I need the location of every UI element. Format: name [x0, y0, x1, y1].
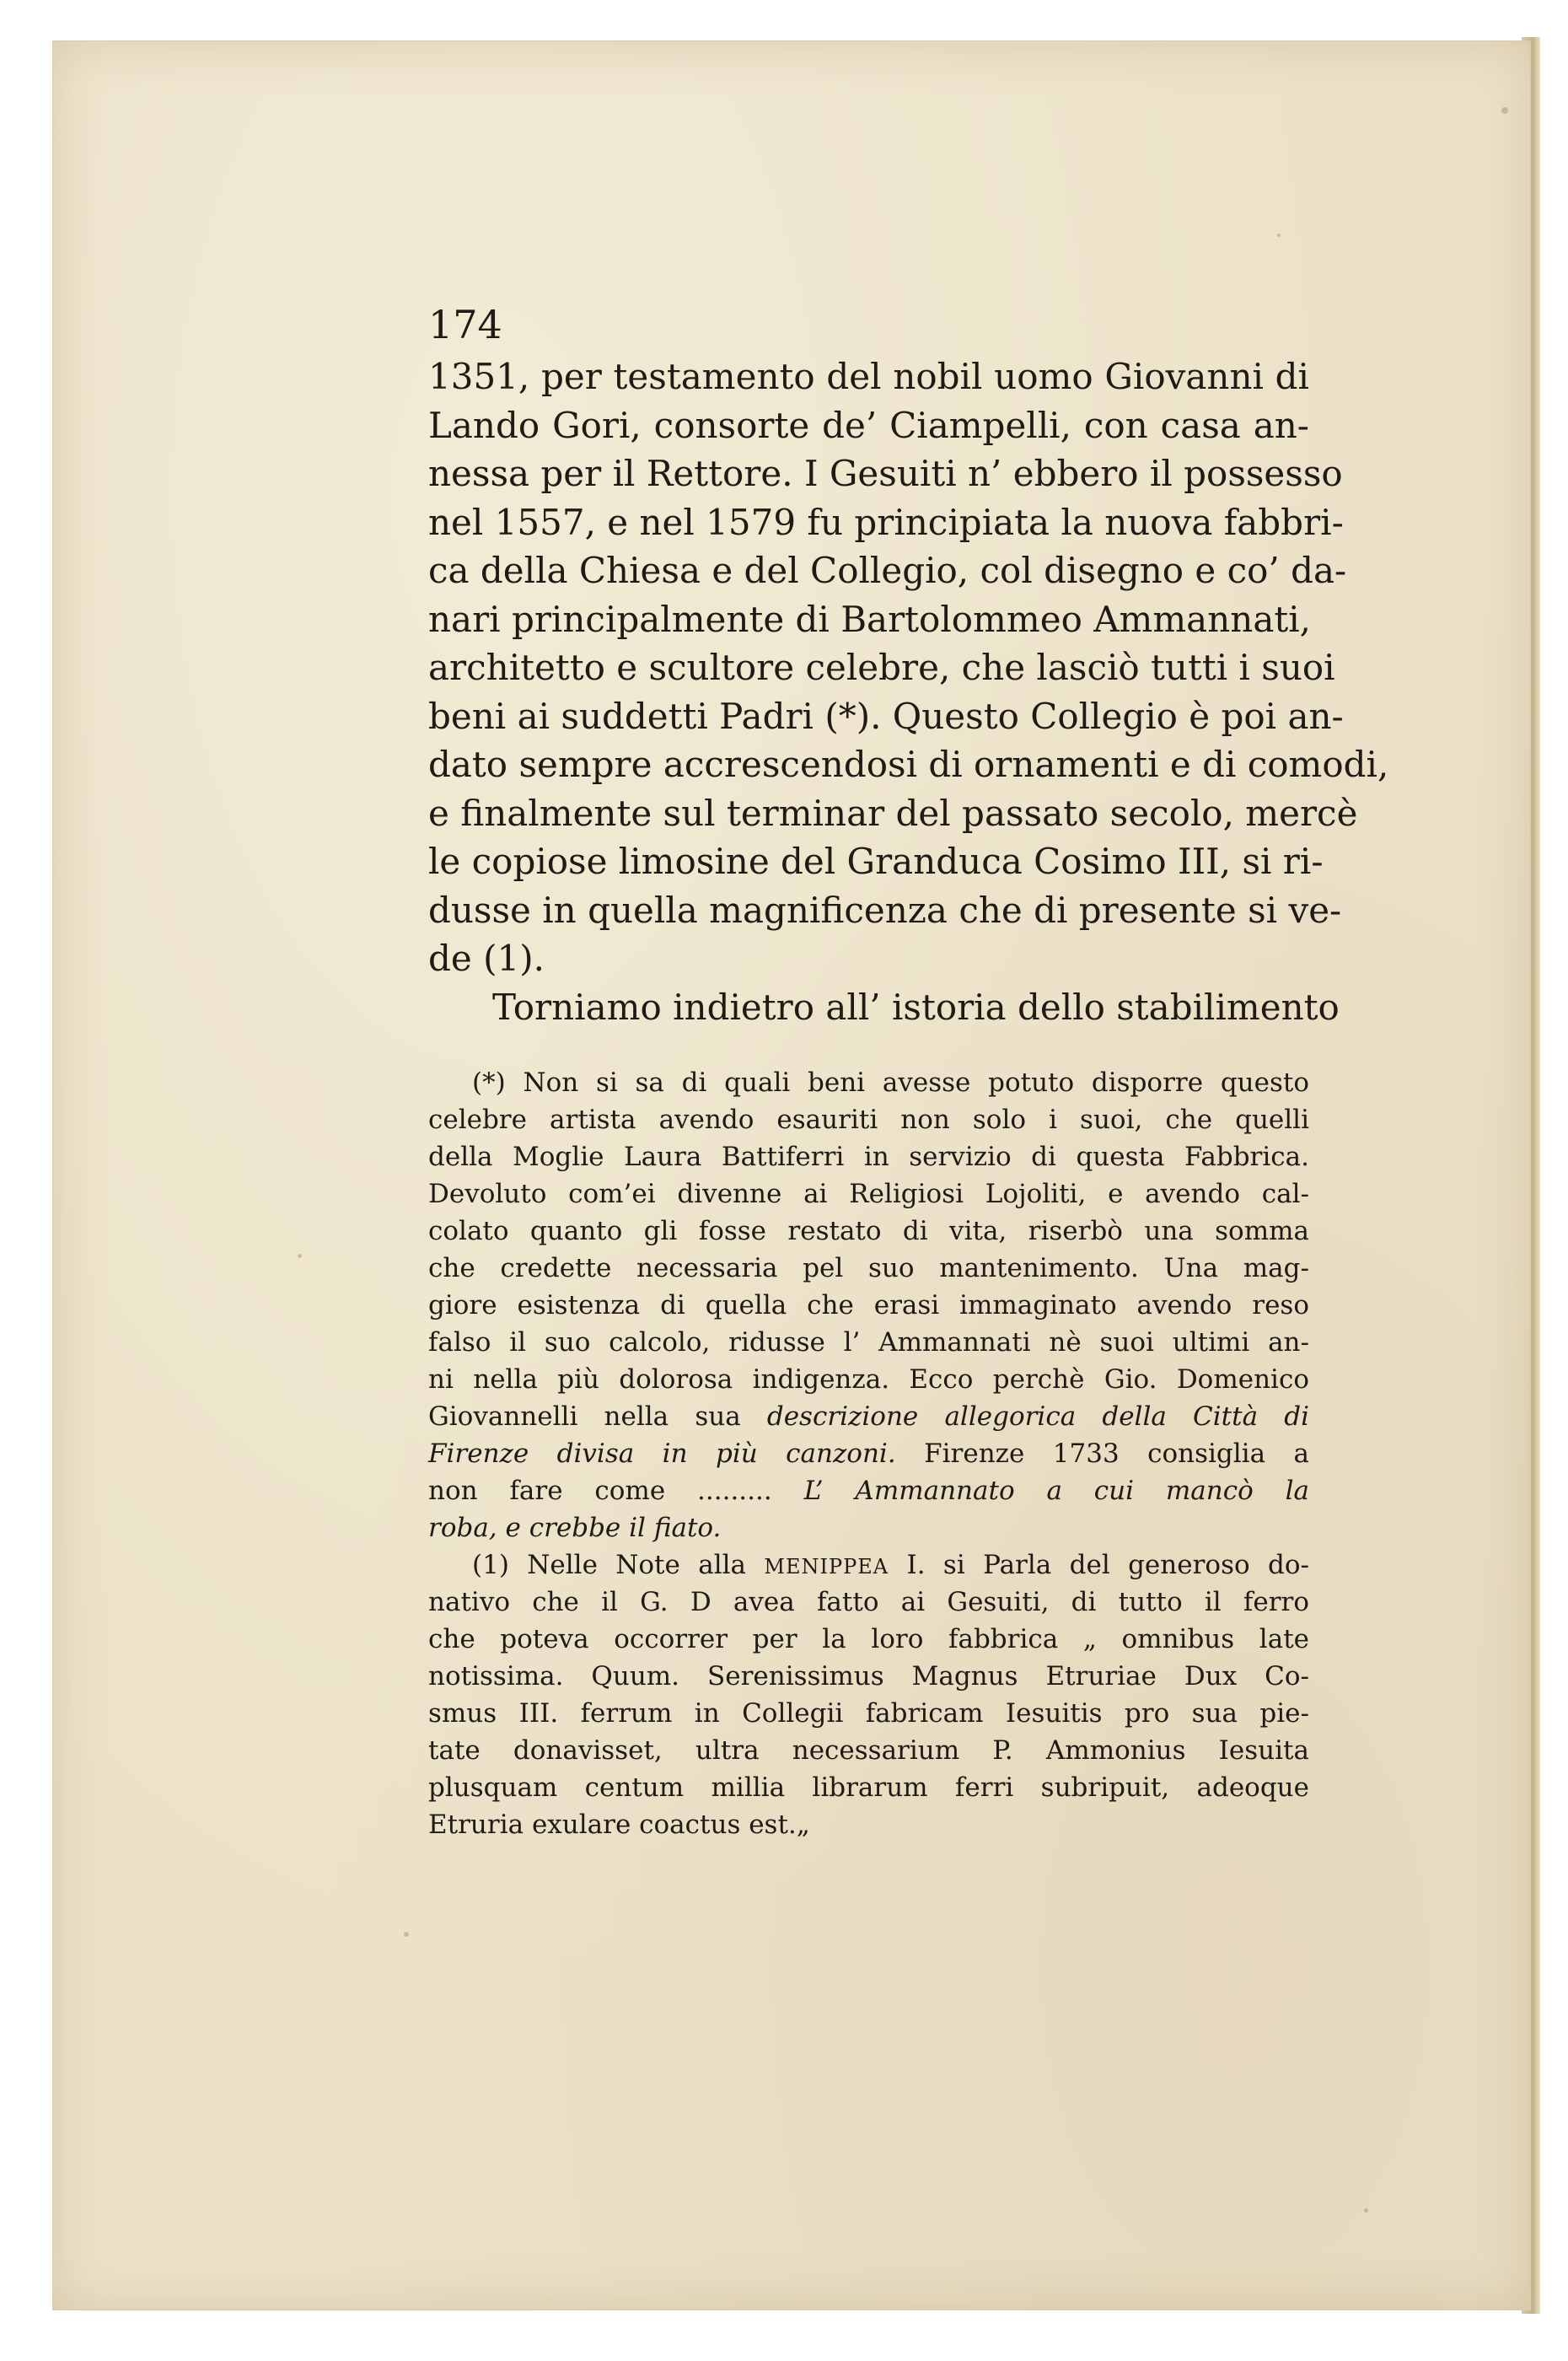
body-line: Torniamo indietro all’ istoria dello stabilimento: [492, 986, 1340, 1028]
body-line: e finalmente sul terminar del passato secolo, mercè: [428, 792, 1358, 834]
footnote-line: che credette necessaria pel suo mantenimento. Una mag-: [428, 1253, 1309, 1283]
footnote-line: [428, 1435, 1309, 1472]
footnote-text: non fare come .........: [428, 1476, 772, 1506]
foxing-spot: [1277, 234, 1281, 237]
foxing-spot: [1501, 107, 1508, 114]
footnote-text: (1) Nelle Note alla: [472, 1550, 747, 1580]
footnote-line: nativo che il G. D avea fatto ai Gesuiti, di tutto il ferro: [428, 1587, 1309, 1617]
footnote-text: Giovannelli nella sua: [428, 1401, 741, 1432]
body-line: nessa per il Rettore. I Gesuiti n’ ebbero il possesso: [428, 453, 1343, 494]
foxing-spot: [1364, 2208, 1368, 2213]
work-name: MENIPPEA: [764, 1555, 889, 1578]
footnote-line: (*) Non si sa di quali beni avesse potuto disporre questo: [472, 1068, 1309, 1098]
foxing-spot: [404, 1932, 409, 1937]
footnote-line: [428, 1472, 1309, 1509]
footnotes: [428, 1064, 1309, 1843]
body-line: nari principalmente di Bartolommeo Ammannati,: [428, 598, 1312, 640]
footnote-line: colato quanto gli fosse restato di vita, riserbò una somma: [428, 1216, 1309, 1246]
work-title: descrizione allegorica della Città di: [766, 1401, 1309, 1432]
foxing-spot: [298, 1254, 302, 1258]
body-line: le copiose limosine del Granduca Cosimo III, si ri-: [428, 841, 1324, 882]
footnote-line: ni nella più dolorosa indigenza. Ecco perchè Gio. Domenico: [428, 1364, 1309, 1395]
footnote-text: I. si Parla del generoso do-: [906, 1550, 1309, 1580]
page-number: 174: [428, 302, 502, 347]
work-title: Firenze divisa in più canzoni.: [428, 1439, 896, 1469]
body-line: dusse in quella magnificenza che di presente si ve-: [428, 889, 1342, 931]
body-line: Lando Gori, consorte de’ Ciampelli, con casa an-: [428, 404, 1309, 446]
body-line: de (1).: [428, 938, 545, 979]
footnote-line: smus III. ferrum in Collegii fabricam Iesuitis pro sua pie-: [428, 1698, 1309, 1729]
body-text: [428, 352, 1389, 1031]
body-line: dato sempre accrescendosi di ornamenti e di comodi,: [428, 744, 1389, 785]
footnote-line: giore esistenza di quella che erasi immaginato avendo reso: [428, 1290, 1309, 1320]
footnote-line: plusquam centum millia librarum ferri subripuit, adeoque: [428, 1772, 1309, 1803]
footnote-line: della Moglie Laura Battiferri in servizio di questa Fabbrica.: [428, 1142, 1309, 1172]
footnote-line: notissima. Quum. Serenissimus Magnus Etruriae Dux Co-: [428, 1661, 1309, 1691]
footnote-line: che poteva occorrer per la loro fabbrica „ omnibus late: [428, 1624, 1309, 1654]
body-line: architetto e scultore celebre, che lasciò tutti i suoi: [428, 647, 1335, 688]
body-line: nel 1557, e nel 1579 fu principiata la nuova fabbri-: [428, 501, 1344, 543]
footnote-line: Devoluto com’ei divenne ai Religiosi Lojoliti, e avendo cal-: [428, 1179, 1309, 1209]
quoted-verse: L’ Ammannato a cui mancò la: [803, 1476, 1310, 1506]
quoted-verse: roba, e crebbe il fiato.: [428, 1513, 722, 1543]
body-line: 1351, per testamento del nobil uomo Giovanni di: [428, 356, 1309, 397]
footnote-line: celebre artista avendo esauriti non solo i suoi, che quelli: [428, 1105, 1309, 1135]
body-line: ca della Chiesa e del Collegio, col disegno e co’ da-: [428, 550, 1347, 591]
body-line: beni ai suddetti Padri (*). Questo Collegio è poi an-: [428, 695, 1344, 737]
footnote-line: falso il suo calcolo, ridusse l’ Ammannati nè suoi ultimi an-: [428, 1327, 1309, 1358]
footnote-line: [428, 1509, 1309, 1546]
footnote-text: Firenze 1733 consiglia a: [924, 1439, 1309, 1469]
footnote-line: [428, 1546, 1309, 1584]
footnote-line: tate donavisset, ultra necessarium P. Ammonius Iesuita: [428, 1735, 1309, 1766]
footnote-line: [428, 1398, 1309, 1435]
footnote-line: Etruria exulare coactus est.„: [428, 1810, 810, 1840]
